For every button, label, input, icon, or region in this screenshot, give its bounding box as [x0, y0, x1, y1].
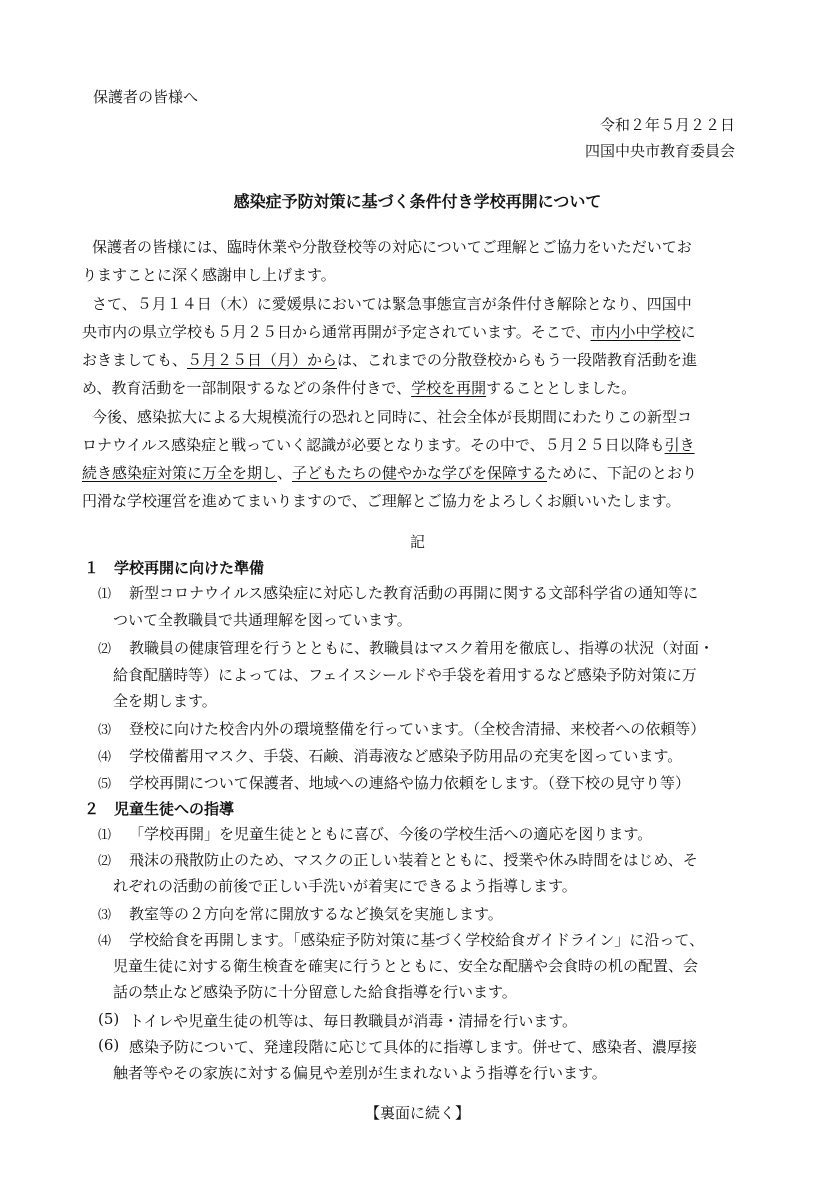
intro-line	[82, 321, 696, 342]
item-line: 「学校再開」を児童生徒とともに喜び、今後の学校生活への適応を図ります。	[129, 825, 653, 843]
text-span: ために、下記のとおり	[547, 464, 698, 482]
text-span: め、教育活動を一部制限するなどの条件付きで、	[82, 379, 412, 397]
section-heading: ２ 児童生徒への指導	[84, 800, 235, 818]
underlined-text: 子どもたちの健やかな学びを保障する	[292, 464, 548, 482]
item-number: ⑴	[98, 587, 112, 602]
text-span: ロナウイルス感染症と戦っていく認識が必要となります。その中で、５月２５日以降も	[82, 436, 665, 454]
item-line: 全を期します。	[113, 692, 217, 710]
underlined-text: 引き	[664, 436, 695, 454]
intro-line	[82, 462, 697, 483]
item-line: 感染予防について、発達段階に応じて具体的に指導します。併せて、感染者、濃厚接	[129, 1038, 697, 1056]
item-number: ⑸	[98, 777, 112, 792]
text-span: 央市内の県立学校も５月２５日から通常再開が予定されています。そこで、	[82, 323, 591, 341]
intro-line	[82, 434, 695, 455]
item-line: 新型コロナウイルス感染症に対応した教育活動の再開に関する文部科学省の通知等に	[129, 584, 699, 602]
item-line: れぞれの活動の前後で正しい手洗いが着実にできるよう指導します。	[113, 877, 577, 895]
issuer: 四国中央市教育委員会	[584, 142, 735, 160]
item-number: ⑷	[98, 750, 112, 765]
text-span: は、これまでの分散登校からもう一段階教育活動を進	[337, 351, 698, 369]
item-number: ⑶	[98, 723, 112, 738]
intro-line	[82, 377, 636, 398]
item-number: ⑷	[98, 934, 112, 949]
intro-line: 今後、感染拡大による大規模流行の恐れと同時に、社会全体が長期間にわたりこの新型コ	[92, 408, 693, 426]
underlined-text: ５月２５日（月）から	[187, 351, 338, 369]
item-line: トイレや児童生徒の机等は、毎日教職員が消毒・清掃を行います。	[129, 1012, 578, 1030]
item-number: ⑵	[98, 642, 112, 657]
item-line: 飛沫の飛散防止のため、マスクの正しい装着とともに、授業や休み時間をはじめ、そ	[129, 851, 698, 869]
item-line: 給食配膳時等）によっては、フェイスシールドや手袋を着用するなど感染予防対策に万	[113, 666, 697, 684]
intro-line: 保護者の皆様には、臨時休業や分散登校等の対応についてご理解とご協力をいただいてお	[92, 238, 692, 256]
underlined-text: 続き感染症対策に万全を期し	[82, 464, 278, 482]
item-number: ⑵	[98, 854, 112, 869]
item-number: (6)	[98, 1036, 120, 1054]
item-number: ⑴	[98, 828, 112, 843]
item-line: 学校備蓄用マスク、手袋、石鹸、消毒液など感染予防用品の充実を図っています。	[129, 747, 683, 765]
underlined-text: 学校を再開	[411, 379, 487, 397]
ki-mark: 記	[409, 533, 425, 551]
section-heading: １ 学校再開に向けた準備	[84, 559, 265, 577]
item-line: ついて全教職員で共通理解を図っています。	[113, 611, 412, 629]
item-line: 学校給食を再開します。「感染症予防対策に基づく学校給食ガイドライン」に沿って、	[129, 931, 705, 949]
text-span: に	[680, 323, 696, 341]
addressee: 保護者の皆様へ	[93, 88, 199, 106]
item-line: 児童生徒に対する衛生検査を確実に行うとともに、安全な配膳や会食時の机の配置、会	[113, 957, 699, 975]
text-span: 、	[277, 464, 293, 482]
item-number: (5)	[98, 1010, 120, 1028]
intro-line: さて、５月１４日（木）に愛媛県においては緊急事態宣言が条件付き解除となり、四国中	[92, 295, 692, 313]
item-line: 教室等の２方向を常に開放するなど換気を実施します。	[129, 905, 503, 923]
item-line: 学校再開について保護者、地域への連絡や協力依頼をします。（登下校の見守り等）	[129, 774, 691, 792]
item-number: ⑶	[98, 908, 112, 923]
item-line: 触者等やその家族に対する偏見や差別が生まれないよう指導を行います。	[113, 1064, 607, 1082]
intro-line: りますことに深く感謝申し上げます。	[82, 266, 336, 284]
text-span: することとしました。	[486, 379, 637, 397]
item-line: 登校に向けた校舎内外の環境整備を行っています。（全校舎清掃、来校者への依頼等）	[129, 720, 706, 738]
issue-date: 令和２年５月２２日	[599, 116, 735, 134]
continued-note: 【裏面に続く】	[364, 1104, 470, 1122]
intro-line: 円滑な学校運営を進めてまいりますので、ご理解とご協力をよろしくお願いいたします。	[82, 492, 681, 510]
document-title: 感染症予防対策に基づく条件付き学校再開について	[233, 192, 602, 211]
underlined-text: 市内小中学校	[590, 323, 681, 341]
intro-line	[82, 349, 697, 370]
item-line: 話の禁止など感染予防に十分留意した給食指導を行います。	[113, 983, 517, 1001]
item-line: 教職員の健康管理を行うとともに、教職員はマスク着用を徹底し、指導の状況（対面・	[129, 639, 715, 657]
text-span: おきましても、	[82, 351, 188, 369]
